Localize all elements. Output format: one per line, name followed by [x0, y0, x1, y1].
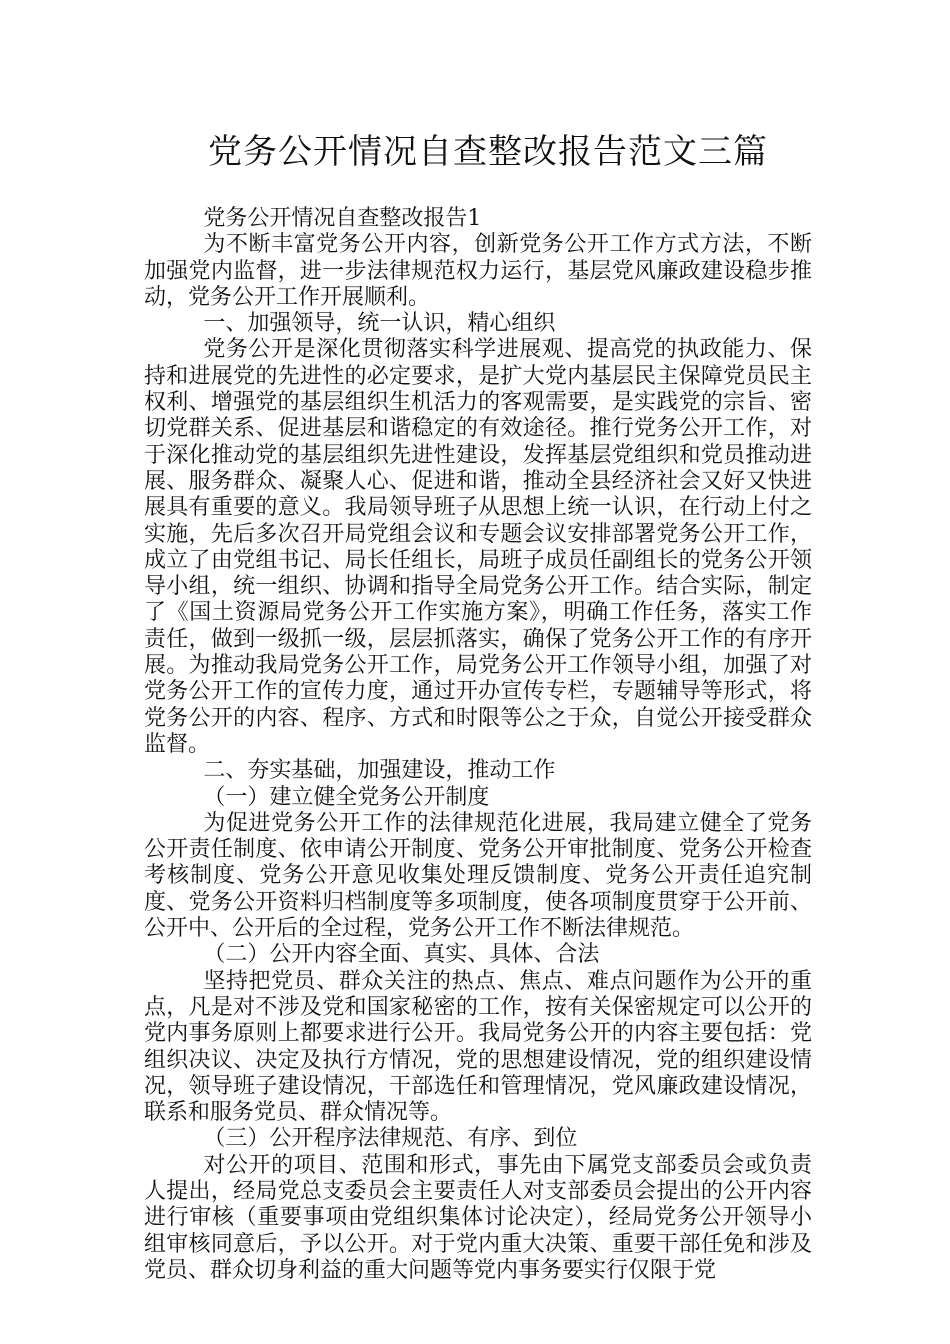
paragraph-section-1: 党务公开是深化贯彻落实科学进展观、提高党的执政能力、保持和进展党的先进性的必定要求，是扩大党内基层民主保障党员民主权利、增强党的基层组织生机活力的客观需要，是实践党的宗旨、密切党群关系、促进基层和谐稳定的有效途径。推行党务公开工作，对于深化推动党的基层组织先进性建设，发挥基层党组织和党员推动进展、服务群众、凝聚人心、促进和谐，推动全县经济社会又好又快进展具有重要的意义。我局领导班子从思想上统一认识，在行动上付之实施，先后多次召开局党组会议和专题会议安排部署党务公开工作，成立了由党组书记、局长任组长，局班子成员任副组长的党务公开领导小组，统一组织、协调和指导全局党务公开工作。结合实际，制定了《国土资源局党务公开工作实施方案》，明确工作任务，落实工作责任，做到一级抓一级，层层抓落实，确保了党务公开工作的有序开展。为推动我局党务公开工作，局党务公开工作领导小组，加强了对党务公开工作的宣传力度，通过开办宣传专栏，专题辅导等形式，将党务公开的内容、程序、方式和时限等公之于众，自觉公开接受群众监督。	[144, 337, 812, 757]
paragraph-subsection-3: 对公开的项目、范围和形式，事先由下属党支部委员会或负责人提出，经局党总支委员会主要责任人对支部委员会提出的公开内容进行审核（重要事项由党组织集体讨论决定），经局党务公开领导小组审核同意后，予以公开。对于党内重大决策、重要干部任免和涉及党员、群众切身利益的重大问题等党内事务要实行仅限于党	[144, 1152, 812, 1283]
document-page	[144, 128, 812, 1284]
section-heading-1: 一、加强领导，统一认识，精心组织	[203, 311, 556, 337]
paragraph-report-heading: 党务公开情况自查整改报告1	[203, 206, 482, 231]
section-heading-2: 二、夯实基础，加强建设，推动工作	[203, 758, 556, 784]
paragraph-intro: 为不断丰富党务公开内容，创新党务公开工作方式方法，不断加强党内监督，进一步法律规范权力运行，基层党风廉政建设稳步推动，党务公开工作开展顺利。	[144, 232, 812, 310]
subsection-heading-3: （三）公开程序法律规范、有序、到位	[203, 1126, 578, 1152]
subsection-heading-1: （一）建立健全党务公开制度	[203, 784, 490, 810]
subsection-heading-2: （二）公开内容全面、真实、具体、合法	[203, 942, 600, 968]
document-body	[144, 206, 812, 1284]
paragraph-subsection-1: 为促进党务公开工作的法律规范化进展，我局建立健全了党务公开责任制度、依申请公开制度、党务公开审批制度、党务公开检查考核制度、党务公开意见收集处理反馈制度、党务公开责任追究制度、党务公开资料归档制度等多项制度，使各项制度贯穿于公开前、公开中、公开后的全过程，党务公开工作不断法律规范。	[144, 810, 812, 942]
paragraph-subsection-2: 坚持把党员、群众关注的热点、焦点、难点问题作为公开的重点，凡是对不涉及党和国家秘密的工作，按有关保密规定可以公开的党内事务原则上都要求进行公开。我局党务公开的内容主要包括：党组织决议、决定及执行方情况，党的思想建设情况，党的组织建设情况，领导班子建设情况，干部选任和管理情况，党风廉政建设情况，联系和服务党员、群众情况等。	[144, 968, 812, 1126]
document-title: 党务公开情况自查整改报告范文三篇	[208, 132, 768, 172]
